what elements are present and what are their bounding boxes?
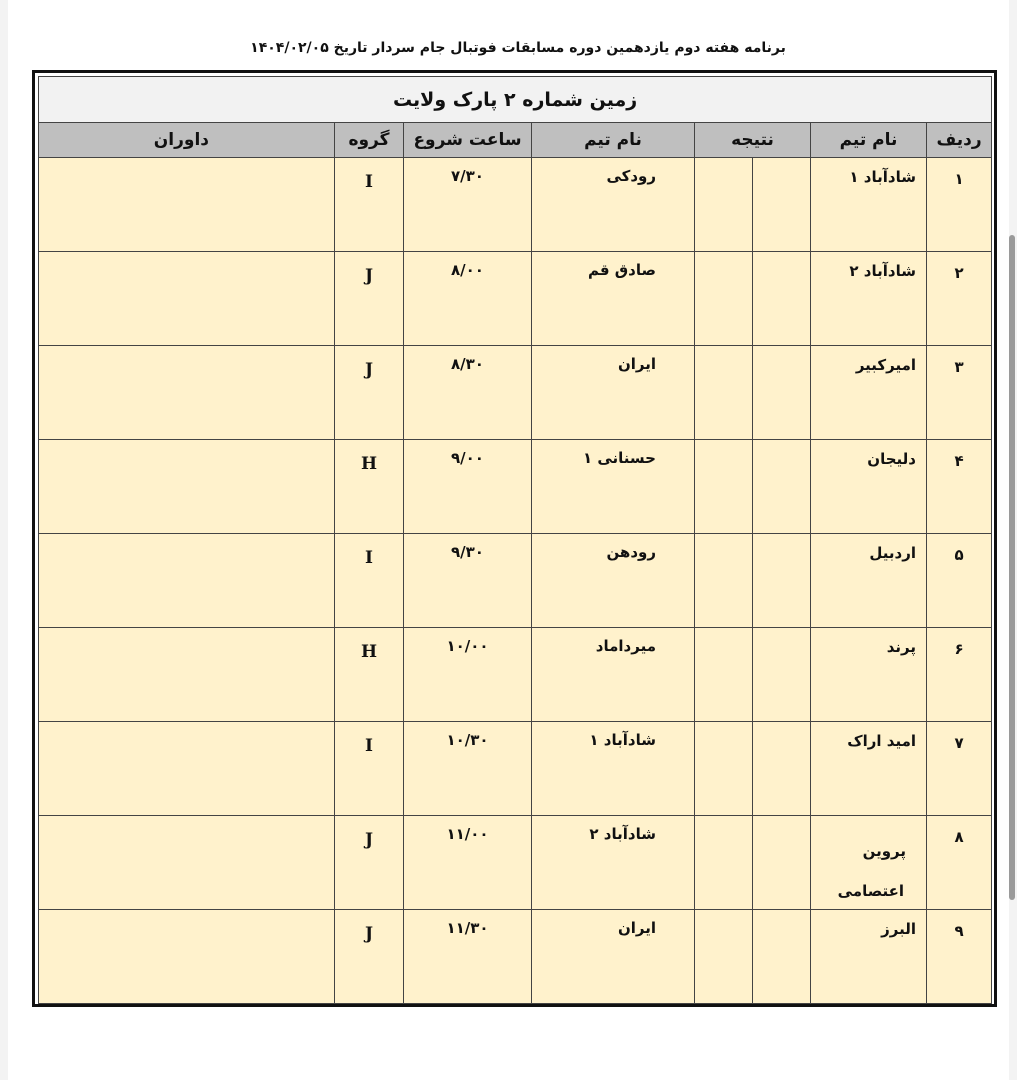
- header-group: گروه: [335, 123, 404, 158]
- result-cell-left: [695, 252, 753, 346]
- start-time-cell: [404, 346, 532, 440]
- away-team-cell: [532, 346, 695, 440]
- start-time-cell: [404, 910, 532, 1004]
- result-cell-right-text: [753, 910, 810, 919]
- group-cell-text: J: [364, 266, 374, 286]
- group-cell-text: H: [360, 454, 378, 474]
- start-time-cell: [404, 722, 532, 816]
- table-row: [39, 440, 992, 534]
- row-number-cell: [927, 722, 992, 816]
- result-cell-left-text: [695, 628, 752, 637]
- result-cell-left-text: [695, 910, 752, 919]
- row-number-cell-text: ۶: [954, 640, 964, 658]
- away-team-cell: [532, 628, 695, 722]
- start-time-cell: [404, 628, 532, 722]
- table-row: [39, 534, 992, 628]
- result-cell-left-text: [695, 816, 752, 825]
- away-team-cell: [532, 534, 695, 628]
- away-team-cell: [532, 158, 695, 252]
- row-number-cell: [927, 252, 992, 346]
- home-team-cell-text: دلیجان: [867, 450, 916, 468]
- home-team-line-2: اعتصامی: [837, 881, 904, 900]
- header-referees-label: داوران: [153, 130, 209, 150]
- referees-cell: [39, 346, 335, 440]
- referees-cell: [39, 158, 335, 252]
- home-team-cell: [811, 910, 927, 1004]
- result-cell-left: [695, 158, 753, 252]
- result-cell-left: [695, 440, 753, 534]
- referees-cell: [39, 816, 335, 910]
- home-team-cell-text: امیرکبیر: [855, 356, 916, 374]
- result-cell-left: [695, 816, 753, 910]
- row-number-cell: [927, 910, 992, 1004]
- home-team-line-1: پروین: [862, 842, 906, 860]
- start-time-cell: [404, 816, 532, 910]
- result-cell-left-text: [695, 158, 752, 167]
- table-row: [39, 346, 992, 440]
- referees-cell-text: [39, 628, 334, 637]
- group-cell: [335, 158, 404, 252]
- schedule-table: [38, 76, 992, 1004]
- start-time-cell-text: ۹/۰۰: [451, 449, 484, 467]
- home-team-cell-text: امید اراک: [847, 732, 916, 750]
- row-number-cell-text: ۳: [954, 358, 964, 376]
- row-number-cell: [927, 158, 992, 252]
- referees-cell-text: [39, 534, 334, 543]
- referees-cell-text: [39, 252, 334, 261]
- group-cell: [335, 440, 404, 534]
- row-number-cell: [927, 534, 992, 628]
- result-cell-left: [695, 722, 753, 816]
- row-number-cell-text: ۸: [954, 828, 964, 846]
- result-cell-right-text: [753, 534, 810, 543]
- document-title: برنامه هفته دوم یازدهمین دوره مسابقات فوتبال جام سردار تاریخ ۱۴۰۴/۰۲/۰۵: [250, 40, 786, 56]
- home-team-cell: [811, 346, 927, 440]
- referees-cell: [39, 910, 335, 1004]
- home-team-cell-text: البرز: [881, 920, 916, 938]
- away-team-cell-text: صادق قم: [587, 261, 656, 279]
- result-cell-right: [753, 628, 811, 722]
- row-number-cell-text: ۷: [954, 734, 964, 752]
- result-cell-right-text: [753, 252, 810, 261]
- result-cell-right-text: [753, 628, 810, 637]
- result-cell-left-text: [695, 534, 752, 543]
- result-cell-right: [753, 158, 811, 252]
- result-cell-right-text: [753, 346, 810, 355]
- group-cell: [335, 910, 404, 1004]
- result-cell-left: [695, 628, 753, 722]
- away-team-cell-text: ایران: [617, 355, 656, 373]
- result-cell-right: [753, 252, 811, 346]
- referees-cell: [39, 252, 335, 346]
- result-cell-right: [753, 816, 811, 910]
- away-team-cell-text: رودهن: [606, 543, 656, 561]
- group-cell-text: H: [360, 642, 378, 662]
- start-time-cell-text: ۱۱/۰۰: [446, 825, 489, 843]
- header-home-team: نام تیم: [811, 123, 927, 158]
- group-cell-text: J: [364, 360, 374, 380]
- group-cell-text: I: [365, 172, 373, 192]
- start-time-cell: [404, 252, 532, 346]
- away-team-cell: [532, 910, 695, 1004]
- referees-cell: [39, 534, 335, 628]
- group-cell: [335, 346, 404, 440]
- row-number-cell-text: ۵: [954, 546, 964, 564]
- referees-cell-text: [39, 440, 334, 449]
- group-cell-text: J: [364, 830, 374, 850]
- document-page: [8, 0, 1009, 1080]
- schedule-frame: [32, 70, 997, 1007]
- start-time-cell-text: ۸/۳۰: [451, 355, 484, 373]
- referees-cell-text: [39, 158, 334, 167]
- table-row: [39, 628, 992, 722]
- result-cell-left-text: [695, 722, 752, 731]
- away-team-cell: [532, 440, 695, 534]
- start-time-cell: [404, 534, 532, 628]
- home-team-cell-text: اردبیل: [869, 544, 916, 562]
- home-team-cell: [811, 158, 927, 252]
- referees-cell: [39, 628, 335, 722]
- table-row: [39, 722, 992, 816]
- away-team-cell-text: میرداماد: [595, 637, 656, 655]
- away-team-cell: [532, 722, 695, 816]
- group-cell: [335, 816, 404, 910]
- result-cell-right-text: [753, 816, 810, 825]
- group-cell: [335, 534, 404, 628]
- row-number-cell: [927, 346, 992, 440]
- referees-cell: [39, 722, 335, 816]
- result-cell-left: [695, 910, 753, 1004]
- table-row: [39, 910, 992, 1004]
- row-number-cell-text: ۱: [954, 170, 964, 188]
- group-cell: [335, 722, 404, 816]
- start-time-cell: [404, 158, 532, 252]
- table-header-row: [39, 123, 992, 158]
- group-cell-text: I: [365, 548, 373, 568]
- away-team-cell: [532, 816, 695, 910]
- result-cell-left-text: [695, 252, 752, 261]
- table-row: [39, 816, 992, 910]
- start-time-cell: [404, 440, 532, 534]
- start-time-cell-text: ۸/۰۰: [451, 261, 484, 279]
- home-team-cell: [811, 440, 927, 534]
- result-cell-right: [753, 910, 811, 1004]
- result-cell-right: [753, 346, 811, 440]
- away-team-cell-text: ایران: [617, 919, 656, 937]
- start-time-cell-text: ۹/۳۰: [451, 543, 484, 561]
- away-team-cell-text: شادآباد ۲: [589, 825, 656, 843]
- result-cell-right: [753, 440, 811, 534]
- home-team-cell: [811, 722, 927, 816]
- away-team-cell-text: شادآباد ۱: [589, 731, 656, 749]
- home-team-cell-text: پرند: [886, 638, 916, 656]
- home-team-cell-text: شادآباد ۱: [849, 168, 916, 186]
- table-row: [39, 158, 992, 252]
- start-time-cell-text: ۱۰/۰۰: [446, 637, 489, 655]
- header-referees: [39, 123, 335, 158]
- result-cell-right: [753, 722, 811, 816]
- referees-cell-text: [39, 346, 334, 355]
- home-team-cell: [811, 816, 927, 910]
- row-number-cell: [927, 628, 992, 722]
- referees-cell-text: [39, 722, 334, 731]
- result-cell-left: [695, 346, 753, 440]
- referees-cell-text: [39, 910, 334, 919]
- home-team-cell: [811, 628, 927, 722]
- result-cell-left-text: [695, 346, 752, 355]
- home-team-cell-text: شادآباد ۲: [849, 262, 916, 280]
- result-cell-right-text: [753, 440, 810, 449]
- group-cell: [335, 252, 404, 346]
- result-cell-right-text: [753, 722, 810, 731]
- row-number-cell: [927, 440, 992, 534]
- away-team-cell-text: رودکی: [606, 167, 656, 185]
- result-cell-left: [695, 534, 753, 628]
- start-time-cell-text: ۷/۳۰: [451, 167, 484, 185]
- group-cell: [335, 628, 404, 722]
- header-start-time: ساعت شروع: [404, 123, 532, 158]
- row-number-cell-text: ۲: [954, 264, 964, 282]
- home-team-cell: [811, 252, 927, 346]
- away-team-cell: [532, 252, 695, 346]
- row-number-cell: [927, 816, 992, 910]
- group-cell-text: I: [365, 736, 373, 756]
- referees-cell: [39, 440, 335, 534]
- start-time-cell-text: ۱۰/۳۰: [446, 731, 489, 749]
- header-row-number: ردیف: [927, 123, 992, 158]
- row-number-cell-text: ۴: [954, 452, 964, 470]
- table-row: [39, 252, 992, 346]
- home-team-cell: [811, 534, 927, 628]
- header-result: نتیجه: [695, 123, 811, 158]
- result-cell-right: [753, 534, 811, 628]
- vertical-scrollbar[interactable]: [1009, 235, 1015, 900]
- result-cell-left-text: [695, 440, 752, 449]
- referees-cell-text: [39, 816, 334, 825]
- venue-title: زمین شماره ۲ پارک ولایت: [39, 77, 992, 123]
- home-team-cell-text: [811, 816, 926, 903]
- group-cell-text: J: [364, 924, 374, 944]
- result-cell-right-text: [753, 158, 810, 167]
- start-time-cell-text: ۱۱/۳۰: [446, 919, 489, 937]
- row-number-cell-text: ۹: [954, 922, 964, 940]
- header-away-team: نام تیم: [532, 123, 695, 158]
- away-team-cell-text: حسنانی ۱: [582, 449, 656, 467]
